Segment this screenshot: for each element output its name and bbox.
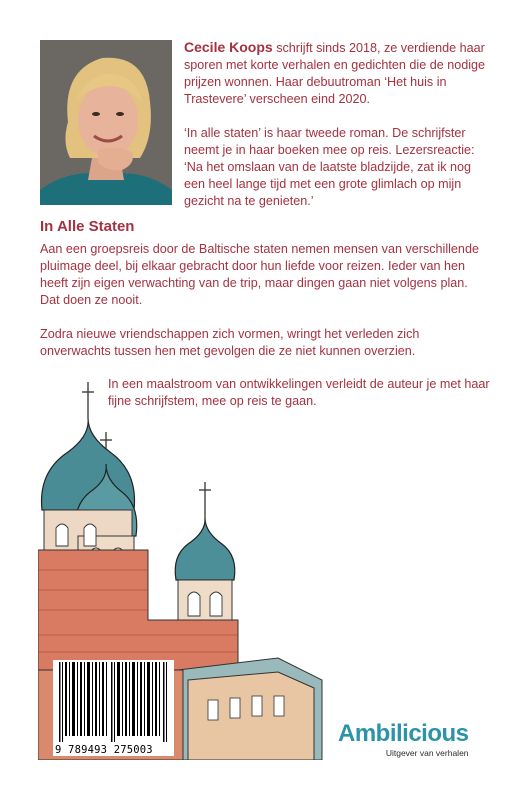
bio-paragraph-2: ‘In alle staten’ is haar tweede roman. De schrijfster neemt je in haar boeken mee op reis. Lezersreactie: ‘Na het omslaan van de laatste bladzijde, zat ik nog een heel lange tijd met een grote glimlach op mijn gezicht na te genieten.’	[184, 126, 475, 208]
publisher-tagline: Uitgever van verhalen	[385, 748, 469, 758]
author-portrait-image	[40, 40, 172, 205]
author-name: Cecile Koops	[184, 39, 273, 55]
book-blurb	[40, 241, 490, 377]
blurb-paragraph-2: Zodra nieuwe vriendschappen zich vormen, wringt het verleden zich onverwachts tussen hen met gevolgen die ze niet kunnen overzien.	[40, 327, 420, 358]
bio-paragraph-1	[184, 39, 494, 108]
blurb-paragraph-3: In een maalstroom van ontwikkelingen verleidt de auteur je met haar fijne schrijfstem, mee op reis te gaan.	[108, 377, 490, 408]
isbn-barcode	[53, 660, 174, 756]
isbn-digits: 9 789493 275003	[55, 744, 153, 756]
bio-text: schrijft sinds 2018, ze verdiende haar sporen met korte verhalen en gedichten die de nodige prijzen wonnen. Haar debuutroman ‘Het huis in Trastevere’ verscheen eind 2020.	[184, 41, 486, 106]
publisher-logo	[338, 722, 469, 758]
book-title: In Alle Staten	[40, 218, 135, 235]
publisher-name: Ambilicious	[338, 720, 469, 747]
author-photo	[40, 40, 172, 205]
author-bio	[184, 39, 494, 227]
blurb-paragraph-1: Aan een groepsreis door de Baltische staten nemen mensen van verschillende pluimage deel, bij elkaar gebracht door hun liefde voor reizen. Ieder van hen heeft zijn eigen verwachting van de trip, maar dingen gaan niet volgens plan. Dat doen ze nooit.	[40, 242, 479, 307]
barcode-bars	[53, 660, 174, 742]
